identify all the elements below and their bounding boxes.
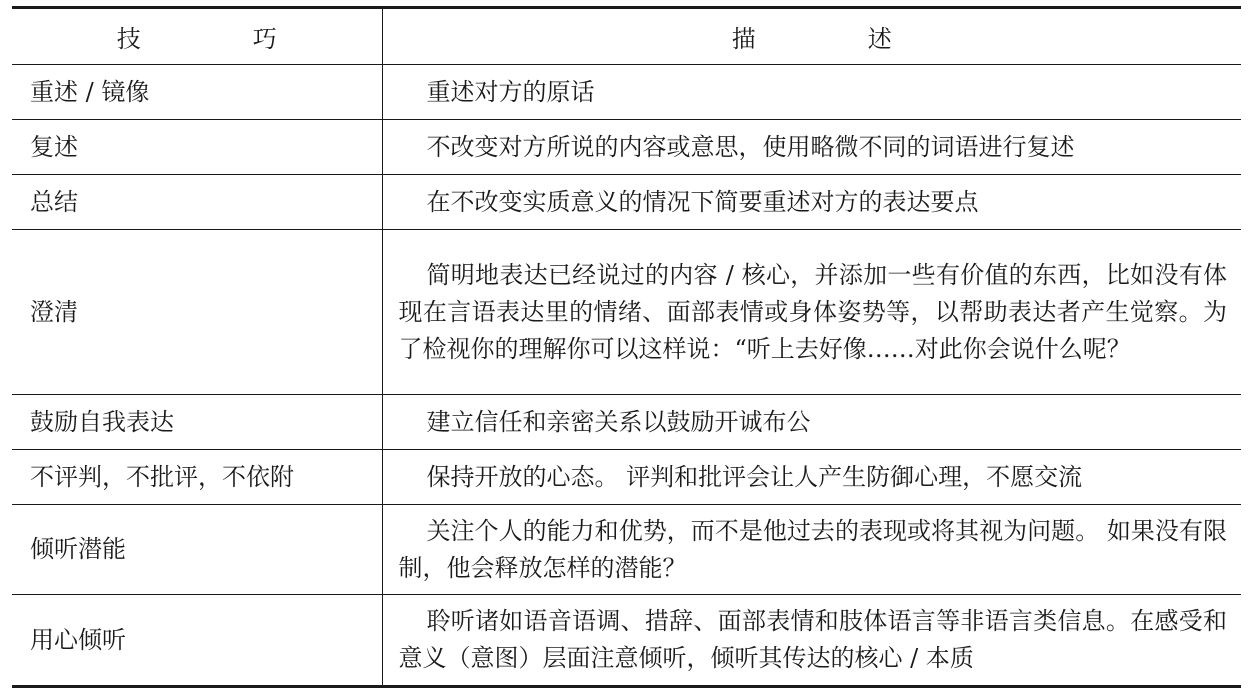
description-cell: 聆听诸如语音语调、措辞、面部表情和肢体语言等非语言类信息。在感受和意义（意图）层面注意倾听，倾听其传达的核心 / 本质 [382,595,1241,687]
description-cell: 在不改变实质意义的情况下简要重述对方的表达要点 [382,175,1241,230]
technique-cell: 总结 [12,175,382,230]
table-row [12,505,1241,595]
description-cell: 不改变对方所说的内容或意思，使用略微不同的词语进行复述 [382,120,1241,175]
technique-cell: 用心倾听 [12,595,382,687]
table-body [12,65,1241,687]
technique-cell: 澄清 [12,230,382,395]
table-row [12,65,1241,120]
table-header [12,8,1241,65]
listening-techniques-table [12,6,1241,688]
description-cell: 保持开放的心态。 评判和批评会让人产生防御心理，不愿交流 [382,450,1241,505]
header-row [12,8,1241,65]
description-cell: 关注个人的能力和优势，而不是他过去的表现或将其视为问题。 如果没有限制，他会释放怎样的潜能？ [382,505,1241,595]
table-row [12,395,1241,450]
technique-cell: 复述 [12,120,382,175]
description-cell: 简明地表达已经说过的内容 / 核心，并添加一些有价值的东西，比如没有体现在言语表达里的情绪、面部表情或身体姿势等，以帮助表达者产生觉察。为了检视你的理解你可以这样说：“听上去好像……对此你会说什么呢？ [382,230,1241,395]
table-row [12,120,1241,175]
technique-cell: 鼓励自我表达 [12,395,382,450]
technique-cell: 倾听潜能 [12,505,382,595]
description-cell: 重述对方的原话 [382,65,1241,120]
header-technique: 技 巧 [12,8,382,65]
table-row [12,595,1241,687]
table-row [12,175,1241,230]
technique-cell: 重述 / 镜像 [12,65,382,120]
technique-cell: 不评判，不批评，不依附 [12,450,382,505]
listening-techniques-table-container [12,6,1241,688]
table-row [12,230,1241,395]
table-row [12,450,1241,505]
description-cell: 建立信任和亲密关系以鼓励开诚布公 [382,395,1241,450]
header-description: 描 述 [731,25,936,53]
